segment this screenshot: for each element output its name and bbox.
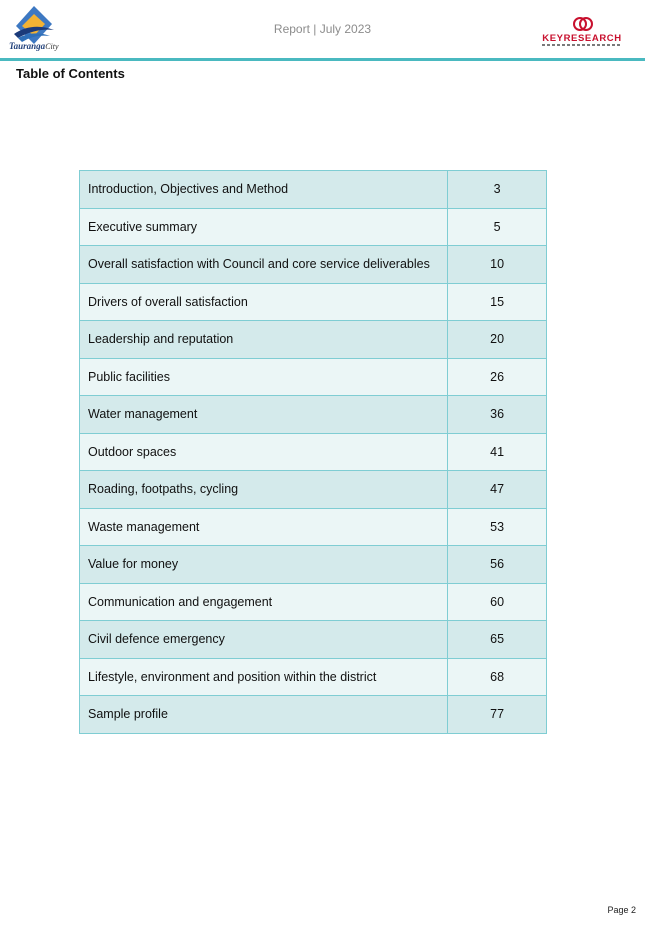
toc-page-number: 60 [448,583,547,621]
toc-heading: Table of Contents [16,66,125,81]
toc-table [79,170,547,734]
toc-section-title: Civil defence emergency [80,621,448,659]
toc-row [80,658,547,696]
toc-page-number: 20 [448,321,547,359]
toc-row [80,546,547,584]
page-number: Page 2 [607,905,636,915]
toc-section-title: Lifestyle, environment and position within the district [80,658,448,696]
toc-row [80,171,547,209]
toc-row [80,208,547,246]
toc-page-number: 36 [448,396,547,434]
toc-section-title: Public facilities [80,358,448,396]
toc-section-title: Sample profile [80,696,448,734]
toc-page-number: 5 [448,208,547,246]
tauranga-logo-text: TaurangaCity [9,41,59,51]
rings-icon [572,16,594,32]
toc-section-title: Executive summary [80,208,448,246]
toc-section-title: Drivers of overall satisfaction [80,283,448,321]
toc-row [80,621,547,659]
toc-row [80,396,547,434]
toc-page-number: 47 [448,471,547,509]
toc-section-title: Overall satisfaction with Council and core service deliverables [80,246,448,284]
toc-row [80,283,547,321]
page-header [0,0,645,60]
toc-row [80,696,547,734]
toc-row [80,321,547,359]
toc-row [80,246,547,284]
toc-page-number: 77 [448,696,547,734]
toc-page-number: 10 [448,246,547,284]
toc-page-number: 3 [448,171,547,209]
toc-row [80,583,547,621]
toc-page-number: 56 [448,546,547,584]
keyresearch-wordmark: KEYRESEARCH [542,33,622,44]
report-title: Report | July 2023 [273,22,372,36]
toc-section-title: Waste management [80,508,448,546]
toc-section-title: Introduction, Objectives and Method [80,171,448,209]
keyresearch-tagline [542,44,622,46]
toc-row [80,433,547,471]
toc-row [80,471,547,509]
toc-section-title: Outdoor spaces [80,433,448,471]
toc-section-title: Water management [80,396,448,434]
toc-page-number: 26 [448,358,547,396]
toc-row [80,508,547,546]
toc-page-number: 65 [448,621,547,659]
toc-section-title: Value for money [80,546,448,584]
toc-page-number: 41 [448,433,547,471]
toc-row [80,358,547,396]
toc-page-number: 15 [448,283,547,321]
toc-section-title: Communication and engagement [80,583,448,621]
header-divider [0,58,645,61]
toc-section-title: Roading, footpaths, cycling [80,471,448,509]
keyresearch-logo [538,16,626,46]
toc-page-number: 53 [448,508,547,546]
toc-page-number: 68 [448,658,547,696]
toc-section-title: Leadership and reputation [80,321,448,359]
